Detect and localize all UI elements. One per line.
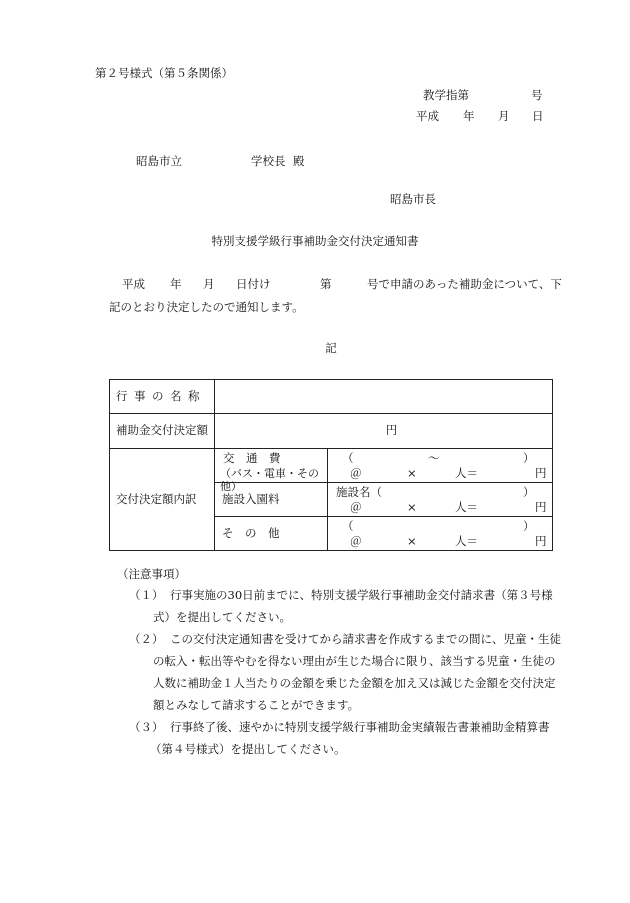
note-1-line-1: 行事実施の30日前までに、特別支援学級行事補助金交付請求書（第３号様 xyxy=(170,588,553,602)
transport-value xyxy=(328,449,553,483)
body-month: 月 xyxy=(203,277,215,291)
note-2-number: （２） xyxy=(129,632,164,646)
transport-yen: 円 xyxy=(535,466,547,480)
note-1-line-2: 式）を提出してください。 xyxy=(153,610,291,624)
date-month: 月 xyxy=(498,109,510,123)
event-name-value xyxy=(215,380,553,414)
other-open-paren: （ xyxy=(342,519,354,533)
date-year: 年 xyxy=(463,109,475,123)
amount-yen: 円 xyxy=(385,423,398,438)
transport-at: ＠ xyxy=(350,466,362,480)
ki-heading: 記 xyxy=(325,341,337,355)
body-line2: 記のとおり決定したので通知します。 xyxy=(109,300,304,314)
addressee-honorific: 殿 xyxy=(293,154,305,168)
transport-people: 人＝ xyxy=(455,466,478,480)
other-at: ＠ xyxy=(350,534,362,548)
date-era: 平成 xyxy=(416,109,439,123)
note-2-line-1: この交付決定通知書を受けてから請求書を作成するまでの間に、児童・生徒 xyxy=(170,632,561,646)
note-3-line-2: （第４号様式）を提出してください。 xyxy=(150,742,346,756)
note-2-line-4: 額とみなして請求することができます。 xyxy=(153,698,360,712)
other-close-paren: ） xyxy=(523,519,535,533)
transport-open-paren: （ xyxy=(342,451,354,465)
amount-label: 補助金交付決定額 xyxy=(110,414,215,449)
other-label: そ の 他 xyxy=(215,517,328,551)
body-year: 年 xyxy=(170,277,182,291)
note-2-line-2: の転入・転出等やむを得ない理由が生じた場合に限り、該当する児童・生徒の xyxy=(153,654,556,668)
note-3-number: （３） xyxy=(129,720,164,734)
note-2-line-3: 人数に補助金１人当たりの金額を乗じた金額を加え又は減じた金額を交付決定 xyxy=(153,676,556,690)
subsidy-table xyxy=(109,379,553,551)
facility-name: 施設名（ xyxy=(336,485,382,499)
addressee-title: 学校長 xyxy=(251,154,286,168)
breakdown-label: 交付決定額内訳 xyxy=(110,449,215,551)
other-yen: 円 xyxy=(535,534,547,548)
body-rest: 号で申請のあった補助金について、下 xyxy=(367,277,562,291)
body-era: 平成 xyxy=(122,277,145,291)
facility-people: 人＝ xyxy=(455,500,478,514)
transport-tilde: ～ xyxy=(428,451,440,465)
transport-close-paren: ） xyxy=(523,451,535,465)
transport-label-b: （バス・電車・その他） xyxy=(220,467,319,494)
body-date: 日付け xyxy=(236,277,271,291)
facility-value xyxy=(328,483,553,517)
event-name-label: 行事の名称 xyxy=(110,380,215,414)
doc-number-suffix: 号 xyxy=(531,88,543,102)
doc-number-prefix: 教学指第 xyxy=(423,88,469,102)
notes-heading: （注意事項） xyxy=(117,567,186,581)
form-number: 第２号様式（第５条関係） xyxy=(95,66,233,80)
note-3-line-1: 行事終了後、速やかに特別支援学級行事補助金実績報告書兼補助金精算書 xyxy=(170,720,550,734)
facility-label: 施設入園料 xyxy=(215,483,328,517)
transport-label-a: 交 通 費 xyxy=(223,451,281,465)
transport-label xyxy=(215,449,328,494)
other-people: 人＝ xyxy=(455,534,478,548)
sender: 昭島市長 xyxy=(390,192,436,206)
facility-close-paren: ） xyxy=(523,485,535,499)
note-1-number: （１） xyxy=(129,588,164,602)
document-title: 特別支援学級行事補助金交付決定通知書 xyxy=(211,234,419,248)
transport-times: × xyxy=(407,466,417,480)
other-value xyxy=(328,517,553,551)
facility-times: × xyxy=(407,500,417,514)
addressee-city: 昭島市立 xyxy=(136,154,182,168)
other-times: × xyxy=(407,534,417,548)
facility-yen: 円 xyxy=(535,500,547,514)
body-no: 第 xyxy=(320,277,332,291)
facility-at: ＠ xyxy=(350,500,362,514)
amount-value xyxy=(215,414,553,449)
date-day: 日 xyxy=(532,109,544,123)
